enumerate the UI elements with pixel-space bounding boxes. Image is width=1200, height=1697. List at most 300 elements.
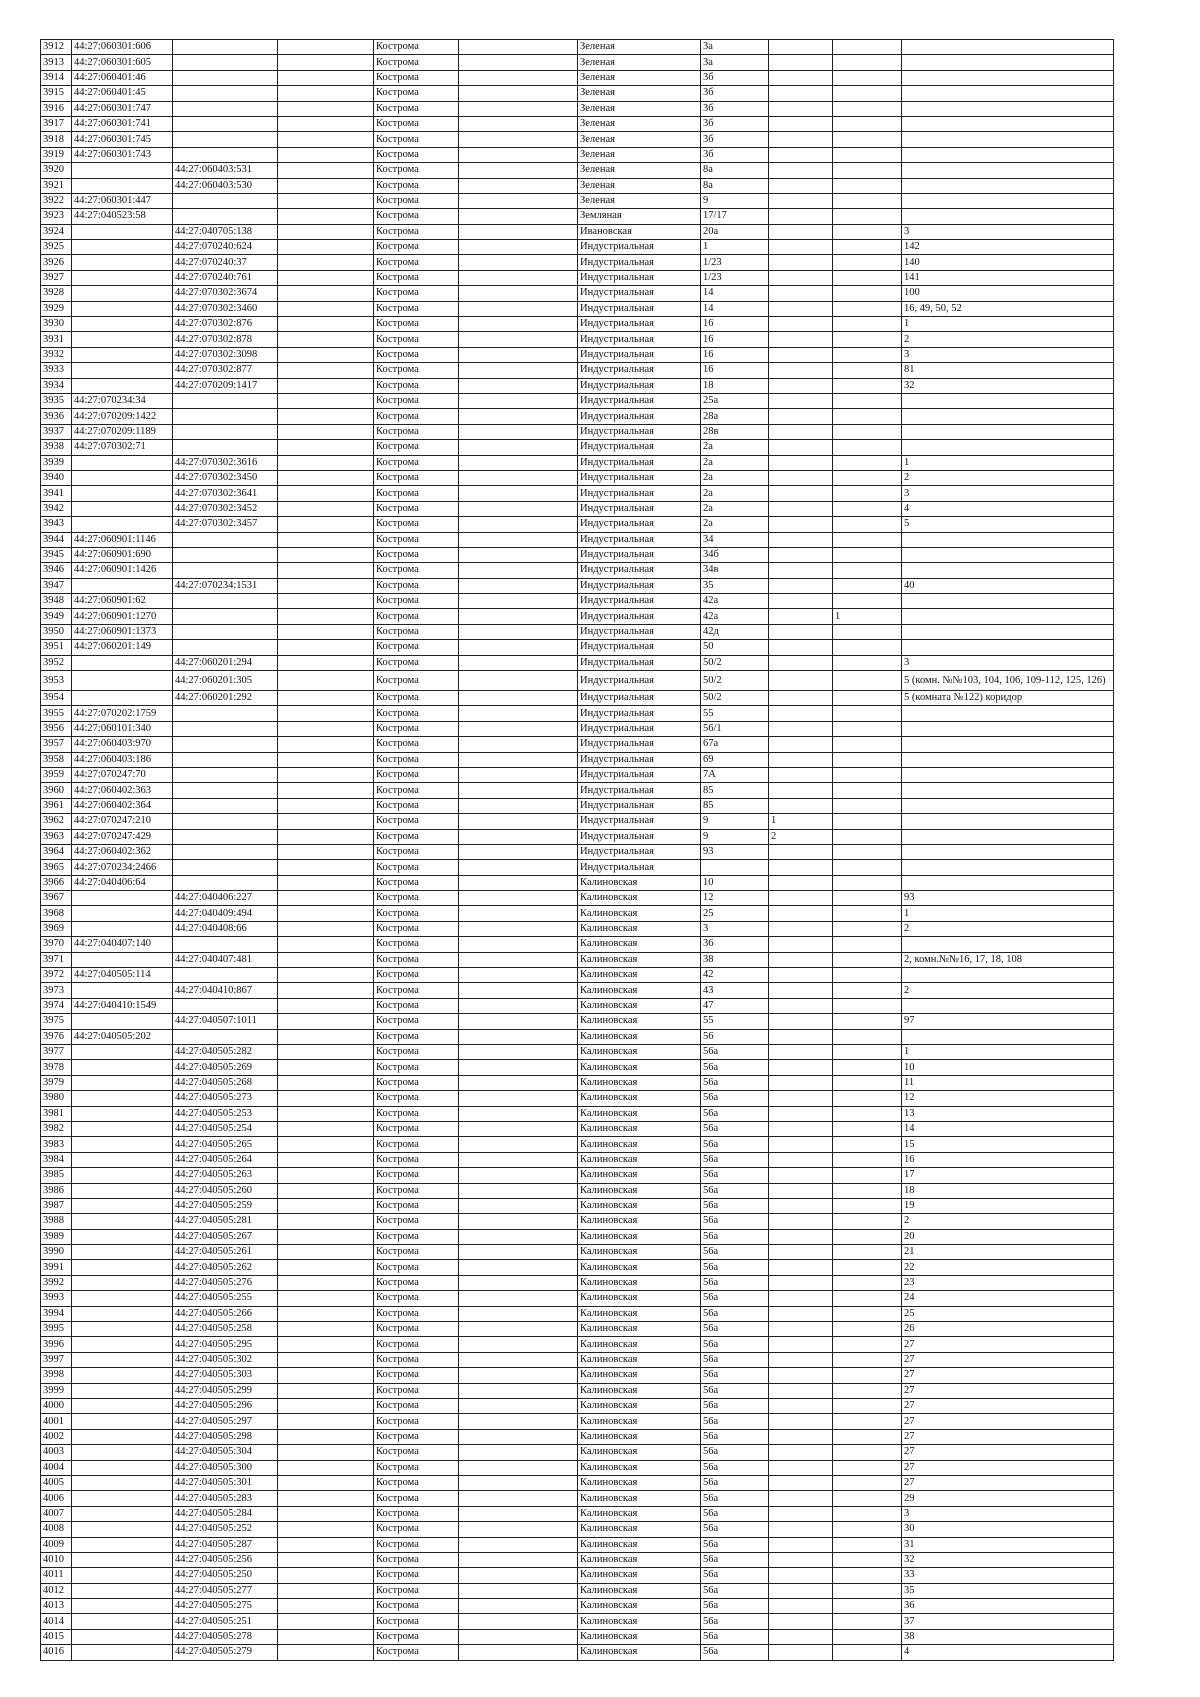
empty-cell: [459, 332, 578, 347]
table-row: [41, 752, 1114, 767]
city-cell: Кострома: [374, 193, 459, 208]
premises-number-cell: 4: [902, 501, 1114, 516]
row-number: 3992: [41, 1275, 72, 1290]
apartment-cell: [769, 1137, 833, 1152]
row-number: 3929: [41, 301, 72, 316]
premises-cadastral-number: 44:27:040505:256: [173, 1552, 278, 1567]
empty-cell: [278, 578, 374, 593]
premises-cadastral-number: 44:27:040505:267: [173, 1229, 278, 1244]
building-cadastral-number: [72, 486, 173, 501]
city-cell: Кострома: [374, 501, 459, 516]
premises-cadastral-number: 44:27:040505:260: [173, 1183, 278, 1198]
premises-cadastral-number: [173, 783, 278, 798]
street-cell: Калиновская: [578, 1522, 701, 1537]
apartment-cell: [769, 1614, 833, 1629]
street-cell: Индустриальная: [578, 844, 701, 859]
street-cell: Индустриальная: [578, 301, 701, 316]
extra-cell: [833, 1629, 902, 1644]
city-cell: Кострома: [374, 783, 459, 798]
extra-cell: [833, 409, 902, 424]
extra-cell: [833, 1383, 902, 1398]
building-cadastral-number: [72, 1568, 173, 1583]
premises-cadastral-number: 44:27:070302:3450: [173, 470, 278, 485]
row-number: 3953: [41, 671, 72, 691]
building-cadastral-number: [72, 1491, 173, 1506]
house-number-cell: 2а: [701, 486, 769, 501]
premises-number-cell: [902, 409, 1114, 424]
street-cell: Калиновская: [578, 1599, 701, 1614]
table-row: [41, 1352, 1114, 1367]
empty-cell: [278, 1137, 374, 1152]
premises-number-cell: [902, 767, 1114, 782]
table-row: [41, 1552, 1114, 1567]
empty-cell: [459, 860, 578, 875]
extra-cell: [833, 363, 902, 378]
extra-cell: [833, 224, 902, 239]
house-number-cell: 38: [701, 952, 769, 967]
empty-cell: [459, 737, 578, 752]
street-cell: Индустриальная: [578, 706, 701, 721]
property-register-table: [40, 39, 1114, 1661]
empty-cell: [459, 1352, 578, 1367]
apartment-cell: [769, 1414, 833, 1429]
street-cell: Зеленая: [578, 70, 701, 85]
building-cadastral-number: [72, 1275, 173, 1290]
city-cell: Кострома: [374, 286, 459, 301]
empty-cell: [459, 470, 578, 485]
premises-number-cell: 20: [902, 1229, 1114, 1244]
empty-cell: [278, 983, 374, 998]
empty-cell: [459, 1414, 578, 1429]
premises-number-cell: [902, 424, 1114, 439]
apartment-cell: [769, 1306, 833, 1321]
building-cadastral-number: 44:27:070247:429: [72, 829, 173, 844]
row-number: 4002: [41, 1429, 72, 1444]
city-cell: Кострома: [374, 691, 459, 706]
premises-cadastral-number: [173, 393, 278, 408]
house-number-cell: 34в: [701, 563, 769, 578]
row-number: 3954: [41, 691, 72, 706]
extra-cell: [833, 163, 902, 178]
extra-cell: [833, 798, 902, 813]
premises-number-cell: [902, 875, 1114, 890]
empty-cell: [459, 1121, 578, 1136]
table-row: [41, 240, 1114, 255]
empty-cell: [459, 132, 578, 147]
apartment-cell: [769, 1075, 833, 1090]
empty-cell: [278, 563, 374, 578]
extra-cell: [833, 178, 902, 193]
apartment-cell: [769, 101, 833, 116]
premises-cadastral-number: [173, 814, 278, 829]
empty-cell: [278, 1214, 374, 1229]
empty-cell: [459, 40, 578, 55]
empty-cell: [278, 1183, 374, 1198]
premises-number-cell: [902, 101, 1114, 116]
table-row: [41, 1537, 1114, 1552]
apartment-cell: [769, 906, 833, 921]
premises-number-cell: [902, 532, 1114, 547]
extra-cell: [833, 1568, 902, 1583]
street-cell: Зеленая: [578, 116, 701, 131]
empty-cell: [459, 1260, 578, 1275]
empty-cell: [278, 1229, 374, 1244]
house-number-cell: 28в: [701, 424, 769, 439]
city-cell: Кострома: [374, 1552, 459, 1567]
empty-cell: [459, 1029, 578, 1044]
premises-cadastral-number: [173, 209, 278, 224]
street-cell: Калиновская: [578, 1075, 701, 1090]
apartment-cell: [769, 470, 833, 485]
premises-number-cell: 1: [902, 455, 1114, 470]
building-cadastral-number: [72, 347, 173, 362]
apartment-cell: [769, 1091, 833, 1106]
extra-cell: [833, 1352, 902, 1367]
empty-cell: [459, 1337, 578, 1352]
table-row: [41, 1614, 1114, 1629]
street-cell: Индустриальная: [578, 517, 701, 532]
empty-cell: [278, 752, 374, 767]
table-row: [41, 829, 1114, 844]
row-number: 3949: [41, 609, 72, 624]
empty-cell: [278, 1075, 374, 1090]
building-cadastral-number: [72, 1121, 173, 1136]
house-number-cell: 56а: [701, 1552, 769, 1567]
house-number-cell: 36: [701, 937, 769, 952]
table-row: [41, 1245, 1114, 1260]
premises-cadastral-number: 44:27:040505:303: [173, 1368, 278, 1383]
empty-cell: [278, 1537, 374, 1552]
table-row: [41, 86, 1114, 101]
premises-cadastral-number: [173, 624, 278, 639]
premises-number-cell: [902, 55, 1114, 70]
apartment-cell: [769, 860, 833, 875]
premises-cadastral-number: 44:27:040505:265: [173, 1137, 278, 1152]
premises-number-cell: 30: [902, 1522, 1114, 1537]
premises-number-cell: [902, 706, 1114, 721]
building-cadastral-number: [72, 1429, 173, 1444]
street-cell: Калиновская: [578, 1460, 701, 1475]
street-cell: Индустриальная: [578, 470, 701, 485]
empty-cell: [459, 767, 578, 782]
extra-cell: [833, 1645, 902, 1660]
empty-cell: [459, 983, 578, 998]
empty-cell: [459, 1568, 578, 1583]
extra-cell: [833, 240, 902, 255]
empty-cell: [459, 147, 578, 162]
empty-cell: [278, 1291, 374, 1306]
empty-cell: [459, 1599, 578, 1614]
premises-cadastral-number: 44:27:040505:301: [173, 1475, 278, 1490]
extra-cell: [833, 998, 902, 1013]
empty-cell: [459, 1429, 578, 1444]
empty-cell: [278, 270, 374, 285]
extra-cell: [833, 1414, 902, 1429]
empty-cell: [459, 240, 578, 255]
house-number-cell: 56а: [701, 1337, 769, 1352]
house-number-cell: 3а: [701, 55, 769, 70]
street-cell: Калиновская: [578, 1398, 701, 1413]
house-number-cell: 47: [701, 998, 769, 1013]
premises-cadastral-number: [173, 640, 278, 655]
empty-cell: [278, 409, 374, 424]
building-cadastral-number: 44:27:060403:186: [72, 752, 173, 767]
house-number-cell: 42: [701, 968, 769, 983]
house-number-cell: 1/23: [701, 255, 769, 270]
building-cadastral-number: 44:27:040505:114: [72, 968, 173, 983]
table-row: [41, 1460, 1114, 1475]
empty-cell: [278, 1060, 374, 1075]
building-cadastral-number: [72, 655, 173, 670]
empty-cell: [278, 470, 374, 485]
table-row: [41, 609, 1114, 624]
premises-cadastral-number: 44:27:040505:300: [173, 1460, 278, 1475]
table-row: [41, 1091, 1114, 1106]
house-number-cell: 56а: [701, 1229, 769, 1244]
extra-cell: [833, 594, 902, 609]
premises-cadastral-number: [173, 998, 278, 1013]
building-cadastral-number: [72, 983, 173, 998]
apartment-cell: [769, 594, 833, 609]
building-cadastral-number: [72, 1475, 173, 1490]
premises-cadastral-number: 44:27:040505:295: [173, 1337, 278, 1352]
house-number-cell: 50/2: [701, 691, 769, 706]
empty-cell: [278, 70, 374, 85]
premises-cadastral-number: 44:27:070302:3616: [173, 455, 278, 470]
street-cell: Индустриальная: [578, 783, 701, 798]
row-number: 4012: [41, 1583, 72, 1598]
building-cadastral-number: 44:27:070234:2466: [72, 860, 173, 875]
empty-cell: [278, 860, 374, 875]
table-row: [41, 1306, 1114, 1321]
premises-cadastral-number: 44:27:040505:283: [173, 1491, 278, 1506]
premises-cadastral-number: 44:27:040505:253: [173, 1106, 278, 1121]
table-row: [41, 116, 1114, 131]
house-number-cell: 56а: [701, 1429, 769, 1444]
table-row: [41, 1121, 1114, 1136]
empty-cell: [459, 501, 578, 516]
empty-cell: [459, 455, 578, 470]
apartment-cell: [769, 1060, 833, 1075]
row-number: 3988: [41, 1214, 72, 1229]
empty-cell: [278, 1014, 374, 1029]
premises-cadastral-number: [173, 147, 278, 162]
house-number-cell: 56а: [701, 1491, 769, 1506]
extra-cell: [833, 86, 902, 101]
building-cadastral-number: [72, 163, 173, 178]
extra-cell: [833, 332, 902, 347]
empty-cell: [278, 594, 374, 609]
premises-cadastral-number: 44:27:070302:3674: [173, 286, 278, 301]
premises-number-cell: [902, 937, 1114, 952]
premises-cadastral-number: 44:27:040406:227: [173, 891, 278, 906]
premises-cadastral-number: [173, 1029, 278, 1044]
extra-cell: [833, 783, 902, 798]
premises-cadastral-number: 44:27:040505:263: [173, 1168, 278, 1183]
empty-cell: [278, 178, 374, 193]
empty-cell: [278, 1614, 374, 1629]
street-cell: Индустриальная: [578, 655, 701, 670]
table-row: [41, 101, 1114, 116]
empty-cell: [459, 952, 578, 967]
premises-cadastral-number: 44:27:040505:299: [173, 1383, 278, 1398]
apartment-cell: [769, 1275, 833, 1290]
table-row: [41, 440, 1114, 455]
table-row: [41, 578, 1114, 593]
row-number: 3938: [41, 440, 72, 455]
apartment-cell: [769, 270, 833, 285]
empty-cell: [278, 501, 374, 516]
city-cell: Кострома: [374, 891, 459, 906]
extra-cell: [833, 1183, 902, 1198]
premises-cadastral-number: 44:27:040507:1011: [173, 1014, 278, 1029]
premises-cadastral-number: 44:27:060201:292: [173, 691, 278, 706]
premises-cadastral-number: 44:27:040505:252: [173, 1522, 278, 1537]
house-number-cell: 56а: [701, 1568, 769, 1583]
empty-cell: [459, 301, 578, 316]
row-number: 3941: [41, 486, 72, 501]
street-cell: Калиновская: [578, 1152, 701, 1167]
row-number: 3990: [41, 1245, 72, 1260]
empty-cell: [459, 1322, 578, 1337]
extra-cell: [833, 968, 902, 983]
apartment-cell: [769, 240, 833, 255]
row-number: 4015: [41, 1629, 72, 1644]
city-cell: Кострома: [374, 998, 459, 1013]
empty-cell: [278, 317, 374, 332]
apartment-cell: [769, 1106, 833, 1121]
row-number: 4016: [41, 1645, 72, 1660]
empty-cell: [459, 1106, 578, 1121]
table-row: [41, 1583, 1114, 1598]
empty-cell: [459, 814, 578, 829]
table-row: [41, 163, 1114, 178]
premises-number-cell: 40: [902, 578, 1114, 593]
street-cell: Индустриальная: [578, 286, 701, 301]
row-number: 3951: [41, 640, 72, 655]
city-cell: Кострома: [374, 1152, 459, 1167]
premises-cadastral-number: 44:27:040505:251: [173, 1614, 278, 1629]
building-cadastral-number: [72, 1322, 173, 1337]
house-number-cell: 56а: [701, 1245, 769, 1260]
street-cell: Калиновская: [578, 1337, 701, 1352]
row-number: 3925: [41, 240, 72, 255]
empty-cell: [459, 1614, 578, 1629]
empty-cell: [459, 937, 578, 952]
empty-cell: [278, 1414, 374, 1429]
house-number-cell: 42а: [701, 609, 769, 624]
table-row: [41, 1060, 1114, 1075]
premises-number-cell: [902, 147, 1114, 162]
apartment-cell: [769, 1045, 833, 1060]
table-row: [41, 224, 1114, 239]
city-cell: Кострома: [374, 332, 459, 347]
city-cell: Кострома: [374, 393, 459, 408]
table-row: [41, 1152, 1114, 1167]
premises-cadastral-number: [173, 798, 278, 813]
empty-cell: [459, 1629, 578, 1644]
city-cell: Кострома: [374, 1275, 459, 1290]
house-number-cell: 9: [701, 829, 769, 844]
apartment-cell: [769, 578, 833, 593]
apartment-cell: [769, 1183, 833, 1198]
empty-cell: [459, 532, 578, 547]
premises-number-cell: 5 (комн. №№103, 104, 106, 109-112, 125, 126): [902, 671, 1114, 691]
premises-number-cell: [902, 752, 1114, 767]
premises-cadastral-number: 44:27:040505:302: [173, 1352, 278, 1367]
premises-number-cell: [902, 640, 1114, 655]
table-row: [41, 317, 1114, 332]
premises-number-cell: 2: [902, 470, 1114, 485]
premises-number-cell: [902, 829, 1114, 844]
building-cadastral-number: [72, 1537, 173, 1552]
building-cadastral-number: 44:27:060402:364: [72, 798, 173, 813]
city-cell: Кострома: [374, 532, 459, 547]
empty-cell: [278, 814, 374, 829]
street-cell: Калиновская: [578, 1029, 701, 1044]
city-cell: Кострома: [374, 860, 459, 875]
premises-number-cell: 17: [902, 1168, 1114, 1183]
apartment-cell: [769, 671, 833, 691]
extra-cell: [833, 1106, 902, 1121]
building-cadastral-number: 44:27:040406:64: [72, 875, 173, 890]
building-cadastral-number: [72, 470, 173, 485]
empty-cell: [278, 1506, 374, 1521]
premises-number-cell: 35: [902, 1583, 1114, 1598]
apartment-cell: [769, 501, 833, 516]
row-number: 3970: [41, 937, 72, 952]
empty-cell: [278, 1491, 374, 1506]
building-cadastral-number: [72, 1091, 173, 1106]
extra-cell: [833, 193, 902, 208]
table-row: [41, 1260, 1114, 1275]
premises-cadastral-number: [173, 86, 278, 101]
premises-number-cell: 37: [902, 1614, 1114, 1629]
building-cadastral-number: [72, 1229, 173, 1244]
city-cell: Кострома: [374, 1214, 459, 1229]
premises-number-cell: [902, 814, 1114, 829]
row-number: 3912: [41, 40, 72, 55]
street-cell: Индустриальная: [578, 409, 701, 424]
street-cell: Зеленая: [578, 86, 701, 101]
empty-cell: [459, 1275, 578, 1290]
building-cadastral-number: [72, 455, 173, 470]
premises-number-cell: 27: [902, 1337, 1114, 1352]
empty-cell: [278, 1152, 374, 1167]
house-number-cell: 18: [701, 378, 769, 393]
empty-cell: [459, 178, 578, 193]
empty-cell: [459, 116, 578, 131]
premises-cadastral-number: [173, 767, 278, 782]
street-cell: Калиновская: [578, 937, 701, 952]
street-cell: Ивановская: [578, 224, 701, 239]
extra-cell: [833, 1599, 902, 1614]
empty-cell: [459, 70, 578, 85]
empty-cell: [459, 1245, 578, 1260]
empty-cell: [278, 55, 374, 70]
street-cell: Калиновская: [578, 1214, 701, 1229]
house-number-cell: 56а: [701, 1475, 769, 1490]
premises-number-cell: [902, 721, 1114, 736]
row-number: 3981: [41, 1106, 72, 1121]
extra-cell: [833, 286, 902, 301]
row-number: 3927: [41, 270, 72, 285]
street-cell: Индустриальная: [578, 317, 701, 332]
apartment-cell: [769, 393, 833, 408]
row-number: 3924: [41, 224, 72, 239]
premises-number-cell: 5 (комната №122) коридор: [902, 691, 1114, 706]
table-row: [41, 547, 1114, 562]
